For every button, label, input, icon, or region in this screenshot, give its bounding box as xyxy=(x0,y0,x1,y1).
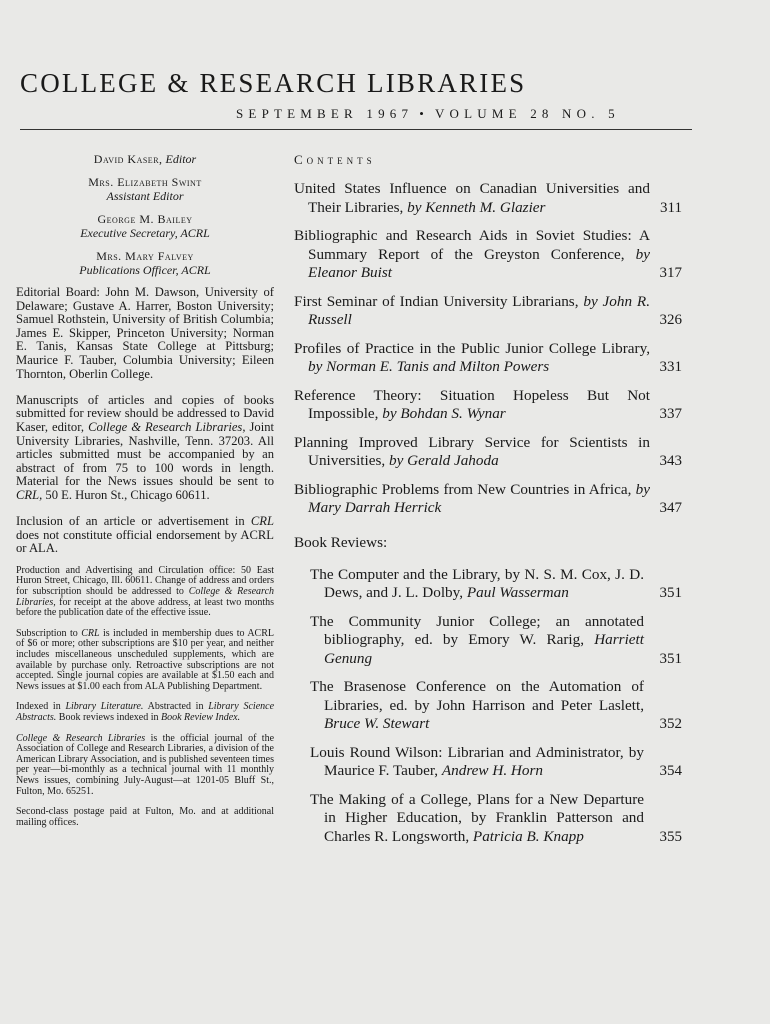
indexing-text: Book reviews indexed in xyxy=(58,712,159,723)
inclusion-text: does not constitute official endorsement by ACRL or ALA. xyxy=(16,527,274,556)
issue-volume: VOLUME 28 NO. 5 xyxy=(434,106,620,121)
staff-role: Editor xyxy=(165,152,197,166)
staff-editor xyxy=(16,152,274,166)
official-journal-notice xyxy=(16,734,274,798)
indexing-text: Abstracted in xyxy=(147,701,204,713)
review-title: The Brasenose Conference on the Automation of Libraries, ed. by John Harrison and Peter Laslett, xyxy=(310,678,644,714)
staff-role: Publications Officer, ACRL xyxy=(79,263,211,277)
article-page: 343 xyxy=(659,453,682,469)
editorial-board xyxy=(16,286,274,381)
article-author: by Norman E. Tanis and Milton Powers xyxy=(308,358,550,375)
staff-assistant-editor xyxy=(16,175,274,203)
toc-review xyxy=(294,613,682,669)
book-reviews-heading: Book Reviews: xyxy=(294,533,388,551)
editorial-board-members: John M. Dawson, University of Delaware; Gustave A. Harrer, Boston University; Samuel Rothstein, University of British Columbia; James E. Skipper, Princeton University; Norman E. Tanis, Kansas State College at Pittsburg; Maurice F. Tauber, Columbia University; Eileen Thornton, Oberlin College. xyxy=(16,285,274,381)
reviewer: Patricia B. Knapp xyxy=(472,827,584,845)
article-page: 337 xyxy=(659,406,682,422)
reviewer: Andrew H. Horn xyxy=(441,762,543,779)
review-title: The Computer and the Library, by N. S. M. Cox, J. D. Dews, and J. L. Dolby, xyxy=(310,565,644,601)
toc-review xyxy=(294,678,682,734)
indexing-notice xyxy=(16,702,274,723)
article-page: 326 xyxy=(659,312,682,328)
production-text: for receipt at the above address, at least two months before the publication date of the effective issue. xyxy=(16,596,275,619)
toc-review xyxy=(294,744,682,781)
header-rule xyxy=(20,129,692,130)
production-notice xyxy=(16,566,274,619)
article-title: Profiles of Practice in the Public Junior College Library, xyxy=(294,339,650,357)
article-page: 331 xyxy=(659,359,682,375)
reviewer: Harriett Genung xyxy=(324,631,644,667)
review-title: Louis Round Wilson: Librarian and Administrator, by Maurice F. Tauber, xyxy=(310,743,644,779)
manuscripts-text: Manuscripts of articles and copies of books submitted for review should be addressed to David Kaser, editor, xyxy=(16,392,274,434)
article-page: 317 xyxy=(659,265,682,281)
review-page: 355 xyxy=(659,828,682,845)
subscription-text: Subscription to xyxy=(16,627,78,639)
toc-article xyxy=(294,434,682,471)
staff-role: Executive Secretary, ACRL xyxy=(80,226,210,240)
staff-name: David Kaser, xyxy=(93,152,163,166)
review-page: 354 xyxy=(659,763,682,779)
index-name: Library Literature. xyxy=(65,701,144,713)
manuscripts-address: 50 E. Huron St., Chicago 60611. xyxy=(45,487,210,502)
postage-notice: Second-class postage paid at Fulton, Mo. and at additional mailing offices. xyxy=(16,806,274,828)
article-author: by Eleanor Buist xyxy=(308,245,650,281)
issue-line xyxy=(236,106,696,122)
toc-article xyxy=(294,227,682,283)
article-author: by Mary Darrah Herrick xyxy=(308,480,650,516)
staff-name: George M. Bailey xyxy=(97,212,193,226)
inclusion-text: Inclusion of an article or advertisement in xyxy=(16,514,245,529)
review-page: 351 xyxy=(659,585,682,601)
toc-article xyxy=(294,481,682,518)
masthead-column xyxy=(16,152,274,837)
staff-name: Mrs. Elizabeth Swint xyxy=(88,175,202,189)
toc-article xyxy=(294,180,682,217)
article-title: First Seminar of Indian University Librarians, xyxy=(294,292,579,310)
article-author: by Bohdan S. Wynar xyxy=(382,405,506,422)
index-name: Book Review Index. xyxy=(160,712,241,723)
issue-separator: • xyxy=(419,106,429,121)
review-page: 352 xyxy=(659,716,682,732)
subscription-text: is included in membership dues to ACRL of $6 or more; other subscriptions are $10 per year, and neither includes miscellaneous unscheduled supplements, which are available by purchase only. Retroactive subscriptions are not accepted. Single journal copies are available at $1.50 each and News issues at $1.00 each from ALA Publishing Department. xyxy=(16,627,275,692)
journal-title: COLLEGE & RESEARCH LIBRARIES xyxy=(20,68,527,98)
article-page: 347 xyxy=(659,500,682,516)
article-title: Bibliographic Problems from New Countries in Africa, xyxy=(294,480,632,498)
toc-article xyxy=(294,293,682,330)
contents-heading: Contents xyxy=(294,152,376,167)
index-name: Library Science Abstracts. xyxy=(16,701,275,723)
manuscripts-text: Joint University Libraries, Nashville, Tenn. 37203. All articles submitted must be accompanied by an abstract of from 75 to 100 words in length. Material for the News issues should be sent to xyxy=(16,419,274,489)
inclusion-notice xyxy=(16,515,274,556)
review-title: The Community Junior College; an annotated bibliography, ed. by Emory W. Rarig, xyxy=(310,612,644,648)
journal-name: College & Research Libraries, xyxy=(16,586,275,608)
staff-list xyxy=(16,152,274,277)
article-author: by Kenneth M. Glazier xyxy=(407,198,546,216)
staff-publications-officer xyxy=(16,249,274,277)
manuscripts-notice xyxy=(16,394,274,503)
editorial-board-label: Editorial Board: xyxy=(16,285,100,299)
staff-role: Assistant Editor xyxy=(106,189,184,203)
journal-name: College & Research Libraries xyxy=(16,732,146,744)
review-title: The Making of a College, Plans for a New Departure in Higher Education, by Franklin Patterson and Charles R. Longsworth, xyxy=(310,790,644,845)
toc-review xyxy=(294,566,682,603)
article-title: Bibliographic and Research Aids in Soviet Studies: A Summary Report of the Greyston Conference, xyxy=(294,227,650,263)
journal-name: College & Research Libraries, xyxy=(88,419,246,434)
official-text: is the official journal of the Association of College and Research Libraries, a division of the American Library Association, and is published seventeen times per year—bi-monthly as a technical journal with 11 monthly News issues, combining July-August—at 1201-05 Bluff St., Fulton, Mo. 65251. xyxy=(16,732,275,797)
article-title: Reference Theory: Situation Hopeless But Not Impossible, xyxy=(294,386,650,422)
production-text: Production and Advertising and Circulation office: 50 East Huron Street, Chicago, Ill. 60611. Change of address and orders for subscription should be addressed to xyxy=(16,564,274,598)
table-of-contents xyxy=(294,180,682,846)
staff-executive-secretary xyxy=(16,212,274,240)
subscription-notice xyxy=(16,629,274,693)
article-page: 311 xyxy=(660,199,682,216)
article-title: Planning Improved Library Service for Scientists in Universities, xyxy=(294,433,650,469)
issue-date: SEPTEMBER 1967 xyxy=(236,106,414,121)
reviewer: Paul Wasserman xyxy=(466,584,569,601)
toc-review xyxy=(294,791,682,847)
journal-abbrev: CRL, xyxy=(16,487,43,502)
reviewer: Bruce W. Stewart xyxy=(324,715,430,732)
indexing-text: Indexed in xyxy=(16,701,61,713)
article-title: United States Influence on Canadian Universities and Their Libraries, xyxy=(294,180,650,216)
review-page: 351 xyxy=(659,650,682,667)
article-author: by John R. Russell xyxy=(308,292,650,328)
journal-abbrev: CRL xyxy=(250,514,274,529)
article-author: by Gerald Jahoda xyxy=(389,452,499,469)
toc-article xyxy=(294,340,682,377)
staff-name: Mrs. Mary Falvey xyxy=(96,249,194,263)
toc-article xyxy=(294,387,682,424)
journal-abbrev: CRL xyxy=(81,627,100,639)
